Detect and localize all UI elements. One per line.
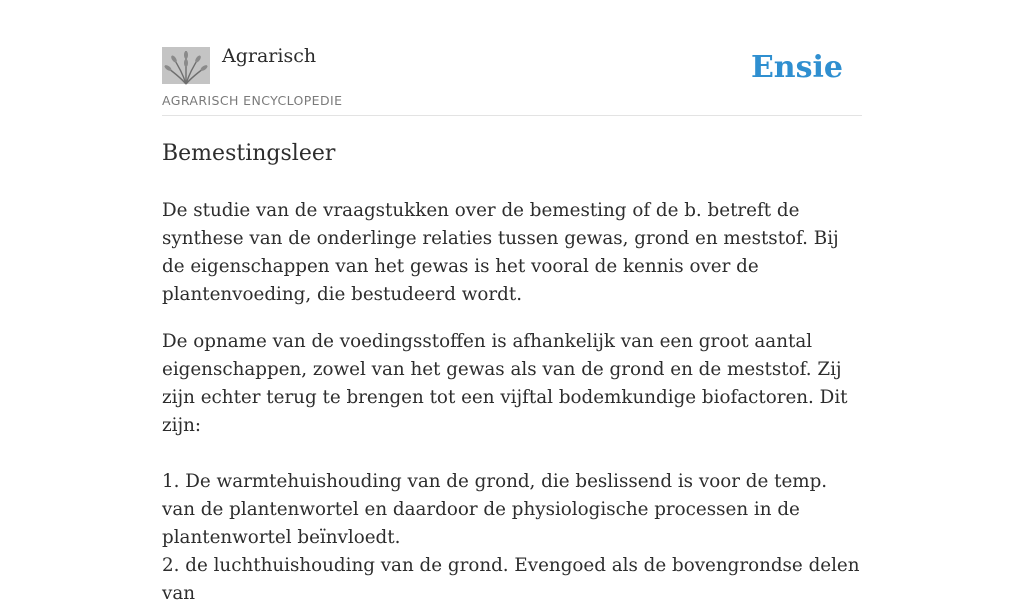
- site-subtitle[interactable]: AGRARISCH ENCYCLOPEDIE: [162, 93, 343, 108]
- article-title: Bemestingsleer: [162, 141, 336, 166]
- article-paragraph-1: De studie van de vraagstukken over de bemesting of de b. betreft de synthese van de onderlinge relaties tussen gewas, grond en meststof. Bij de eigenschappen van het gewas is het vooral de kennis over de plantenvoeding, die bestudeerd wordt.: [162, 200, 839, 305]
- site-avatar[interactable]: [162, 47, 210, 84]
- biofactor-list: [162, 468, 862, 608]
- site-name[interactable]: Agrarisch: [222, 45, 317, 67]
- article-paragraph-2: De opname van de voedingsstoffen is afhankelijk van een groot aantal eigenschappen, zowel van het gewas als van de grond en de meststof. Zij zijn echter terug te brengen tot een vijftal bodemkundige biofactoren. Dit zijn:: [162, 331, 848, 436]
- article-content: [162, 138, 862, 608]
- wheat-icon: [162, 47, 210, 84]
- brand-logo[interactable]: Ensie: [750, 50, 843, 85]
- paragraph-gap: [162, 440, 862, 468]
- site-header: [162, 0, 862, 116]
- list-item: 2. de luchthuishouding van de grond. Evengoed als de bovengrondse delen van: [162, 555, 860, 604]
- list-item: 1. De warmtehuishouding van de grond, die beslissend is voor de temp. van de plantenwortel en daardoor de physiologische processen in de plantenwortel beïnvloedt.: [162, 471, 828, 548]
